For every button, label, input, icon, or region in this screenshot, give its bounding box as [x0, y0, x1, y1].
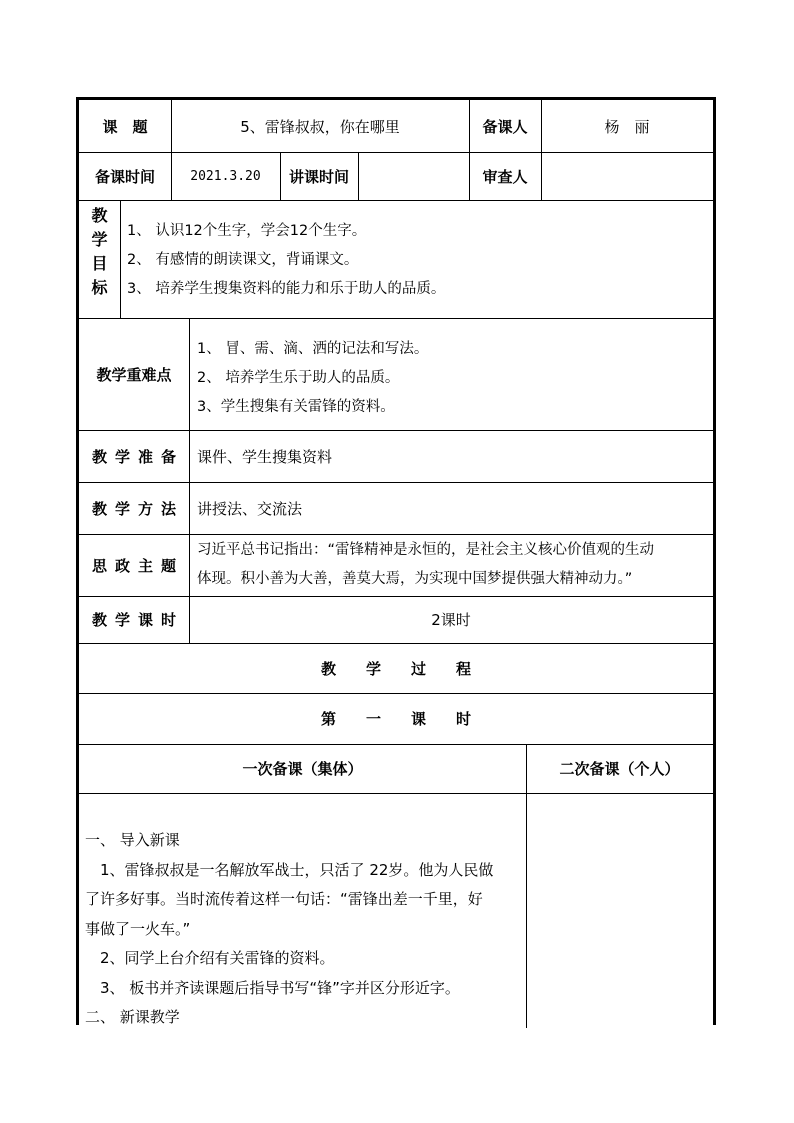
body-line: 了许多好事。当时流传着这样一句话：“雷锋出差一千里，好 — [85, 890, 483, 908]
col-divider — [120, 200, 121, 318]
lesson-title: 第 一 课 时 — [320, 710, 471, 728]
goal-item: 2、 有感情的朗读课文，背诵课文。 — [127, 252, 359, 268]
goals-list — [127, 217, 445, 304]
collective-header: 一次备课（集体） — [242, 760, 363, 778]
method-label: 教学方法 — [91, 499, 184, 518]
goals-label-char: 目 — [91, 254, 108, 273]
lecture-time-label: 讲课时间 — [288, 167, 349, 186]
topic-label: 课 题 — [102, 117, 148, 136]
ideology-line: 习近平总书记指出：“雷锋精神是永恒的，是社会主义核心价值观的生动 — [197, 542, 655, 558]
body-line: 二、 新课教学 — [85, 1008, 180, 1026]
reviewer-label: 审查人 — [482, 167, 528, 186]
body-line: 3、 板书并齐读课题后指导书写“锋”字并区分形近字。 — [85, 978, 460, 997]
col-divider — [189, 318, 190, 596]
goals-label — [79, 204, 120, 300]
preparation-value: 课件、学生搜集资料 — [197, 447, 333, 466]
key-point-item: 1、 冒、需、滴、洒的记法和写法。 — [197, 341, 429, 357]
preparation-label: 教学准备 — [91, 447, 184, 466]
ideology-text — [197, 536, 654, 594]
key-points-list — [197, 335, 428, 422]
row-divider — [79, 793, 713, 794]
body-line: 2、同学上台介绍有关雷锋的资料。 — [85, 949, 335, 967]
key-point-item: 3、学生搜集有关雷锋的资料。 — [197, 399, 395, 415]
topic-value: 5、雷锋叔叔，你在哪里 — [240, 117, 400, 136]
lesson-body — [85, 826, 493, 1033]
prep-time-value: 2021.3.20 — [190, 168, 261, 184]
goal-item: 3、 培养学生搜集资料的能力和乐于助人的品质。 — [127, 281, 446, 297]
personal-header: 二次备课（个人） — [559, 760, 680, 778]
prep-time-label: 备课时间 — [94, 167, 155, 186]
ideology-line: 体现。积小善为大善，善莫大焉，为实现中国梦提供强大精神动力。” — [197, 571, 633, 587]
preparer-label: 备课人 — [482, 117, 528, 136]
body-line: 事做了一火车。” — [85, 919, 191, 938]
lecture-time-value — [358, 152, 469, 200]
hours-value: 2课时 — [431, 611, 471, 629]
ideology-label: 思政主题 — [91, 556, 184, 575]
body-line: 一、 导入新课 — [85, 831, 180, 849]
hours-label: 教学课时 — [91, 611, 184, 629]
key-points-label: 教学重难点 — [96, 365, 172, 384]
row-divider — [79, 200, 713, 201]
body-line: 1、雷锋叔叔是一名解放军战士，只活了 22岁。他为人民做 — [85, 860, 494, 879]
goal-item: 1、 认识12个生字，学会12个生字。 — [127, 223, 367, 239]
process-title: 教 学 过 程 — [320, 659, 471, 678]
goals-label-char: 教 — [91, 206, 108, 225]
preparer-value: 杨 丽 — [604, 117, 650, 136]
reviewer-value — [541, 152, 713, 200]
goals-label-char: 学 — [91, 230, 108, 249]
goals-label-char: 标 — [91, 278, 108, 297]
lesson-plan-table — [76, 97, 716, 1025]
method-value: 讲授法、交流法 — [197, 499, 303, 518]
key-point-item: 2、 培养学生乐于助人的品质。 — [197, 370, 400, 386]
